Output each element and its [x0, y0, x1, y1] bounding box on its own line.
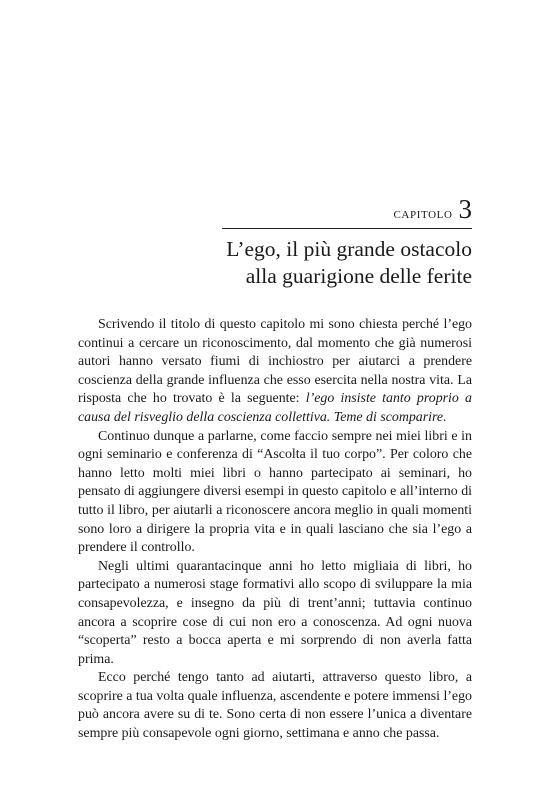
- paragraph-1-italic: l’ego insiste tanto proprio a causa del risveglio della coscienza collettiva. Teme di scomparire.: [78, 391, 472, 425]
- chapter-label: CAPITOLO: [393, 209, 453, 221]
- chapter-number: 3: [458, 194, 472, 224]
- chapter-title-line-1: L’ego, il più grande ostacolo: [226, 237, 472, 261]
- chapter-body: [78, 316, 472, 744]
- paragraph-1: [78, 316, 472, 428]
- paragraph-4: Ecco perché tengo tanto ad aiutarti, attraverso questo libro, a scoprire a tua volta quale influenza, ascendente e potere immensi l’ego può ancora avere su di te. Sono certa di non essere l’unica a diventare sempre più consapevole ogni giorno, settimana e anno che passa.: [78, 670, 472, 742]
- chapter-title: [172, 236, 472, 290]
- chapter-title-line-2: alla guarigione delle ferite: [245, 264, 472, 288]
- chapter-heading: [394, 196, 473, 223]
- chapter-divider: [222, 228, 472, 229]
- paragraph-2: Continuo dunque a parlarne, come faccio sempre nei miei libri e in ogni seminario e conferenza di “Ascolta il tuo corpo”. Per coloro che hanno letto molti miei libri o hanno partecipato ai seminari, ho pensato di aggiungere diversi esempi in questo capitolo e all’interno di tutto il libro, per aiutarli a riconoscere ancora meglio in quali momenti sono loro a dirigere la propria vita e in quali lasciano che sia l’ego a prendere il controllo.: [78, 428, 472, 556]
- paragraph-1-text: Scrivendo il titolo di questo capitolo mi sono chiesta perché l’ego continui a cercare un riconoscimento, dal momento che già numerosi autori hanno versato fiumi di inchiostro per aiutarci a prendere coscienza della grande influenza che esso esercita nella nostra vita. La risposta che ho trovato è la seguente:: [78, 317, 472, 407]
- paragraph-3: Negli ultimi quarantacinque anni ho letto migliaia di libri, ho partecipato a numerosi stage formativi allo scopo di sviluppare la mia consapevolezza, e insegno da più di trent’anni; tuttavia continuo ancora a scoprire cose di cui non ero a conoscenza. Ad ogni nuova “scoperta” resto a bocca aperta e mi sorprendo di non averla fatta prima.: [78, 558, 472, 667]
